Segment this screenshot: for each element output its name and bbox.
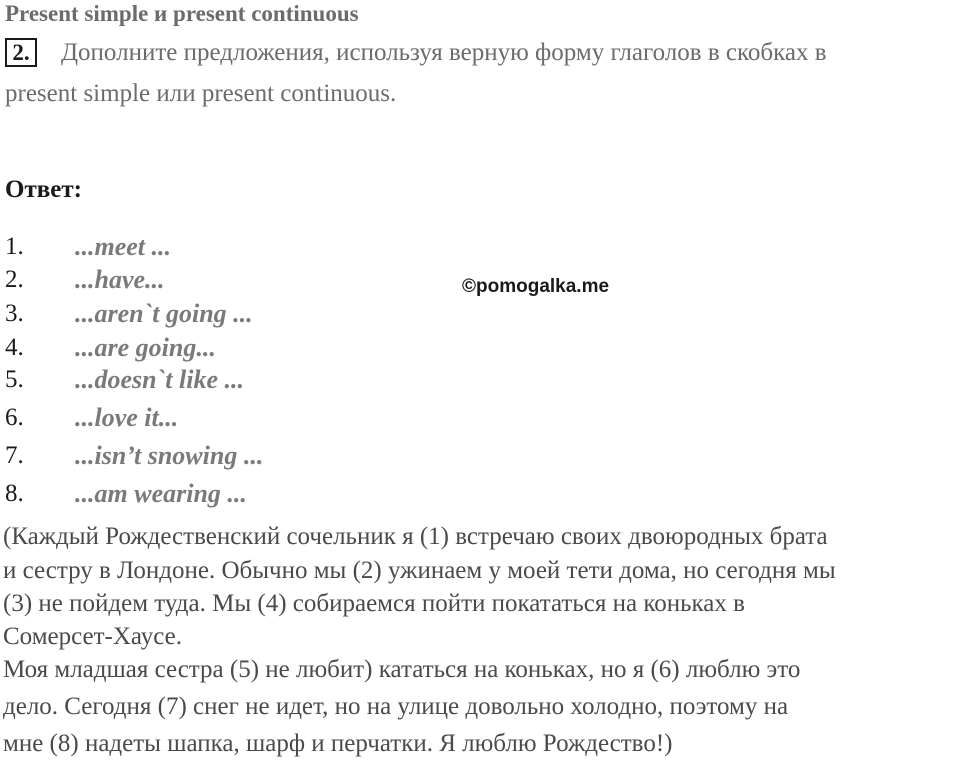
answer-text: ...isn’t snowing ... [75,441,264,470]
answer-number: 2. [5,266,24,293]
answer-number: 1. [5,233,24,260]
answer-text: ...are going... [75,333,216,362]
task-instruction-line-2: present simple или present continuous. [5,80,397,107]
translation-line: Моя младшая сестра (5) не любит) кататься на коньках, но я (6) люблю это [3,656,801,683]
answer-number: 6. [5,404,24,431]
answer-text: ...love it... [75,403,179,432]
answer-text: ...meet ... [75,232,172,261]
answer-number: 3. [5,300,24,327]
task-instruction-line-1: Дополните предложения, используя верную форму глаголов в скобках в [61,39,827,66]
answer-number: 4. [5,334,24,361]
watermark: ©pomogalka.me [462,276,610,297]
answer-number: 5. [5,366,24,393]
translation-line: мне (8) надеты шапка, шарф и перчатки. Я люблю Рождество!) [3,730,673,757]
answer-text: ...aren`t going ... [75,299,253,328]
answer-number: 7. [5,442,24,469]
task-number-box: 2. [5,38,37,67]
answer-text: ...have... [75,265,165,294]
translation-line: дело. Сегодня (7) снег не идет, но на улице довольно холодно, поэтому на [3,693,789,720]
answer-heading: Ответ: [5,176,82,203]
translation-line: Сомерсет-Хаусе. [3,623,182,650]
answer-number: 8. [5,480,24,507]
translation-line: (3) не пойдем туда. Мы (4) собираемся пойти покататься на коньках в [3,590,745,617]
answer-text: ...am wearing ... [75,479,247,508]
section-title: Present simple и present continuous [5,1,359,26]
translation-line: (Каждый Рождественский сочельник я (1) встречаю своих двоюродных брата [3,523,828,550]
translation-line: и сестру в Лондоне. Обычно мы (2) ужинаем у моей тети дома, но сегодня мы [3,557,836,584]
answer-text: ...doesn`t like ... [75,365,244,394]
